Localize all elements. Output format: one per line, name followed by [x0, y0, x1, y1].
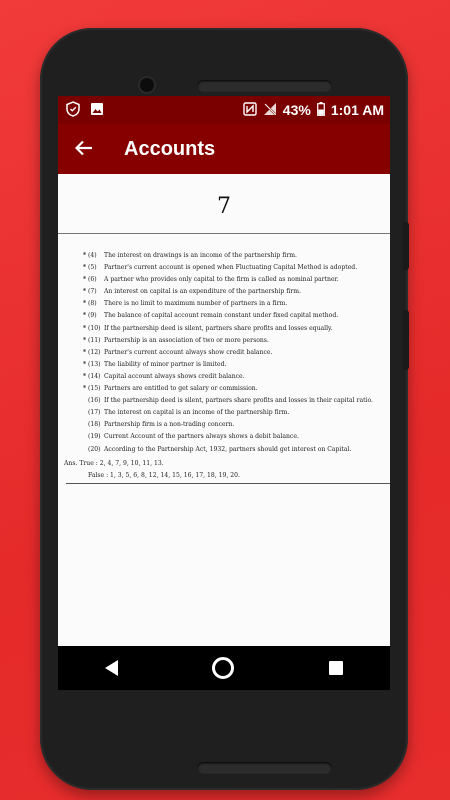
- bottom-rule: [66, 483, 390, 484]
- statement-text: The interest on drawings is an income of the partnership firm.: [104, 252, 297, 259]
- statement-line: [72, 323, 384, 335]
- statement-line: [72, 347, 384, 359]
- statement-line: [72, 431, 384, 443]
- image-icon: [90, 102, 104, 119]
- statement-number: (12): [88, 348, 101, 356]
- nav-back-icon: [105, 660, 118, 676]
- statement-mark: *: [82, 372, 86, 380]
- statement-number: (13): [88, 360, 101, 368]
- statement-text: According to the Partnership Act, 1932, partners should get interest on Capital.: [104, 445, 352, 453]
- navigation-bar: [58, 646, 390, 690]
- statement-line: [72, 274, 384, 286]
- statement-line: [72, 419, 384, 431]
- statement-line: [72, 371, 384, 383]
- nav-recents-button[interactable]: [321, 653, 351, 683]
- statement-line: [72, 395, 384, 407]
- statement-text: If the partnership deed is silent, partners share profits and losses in their capital ratio.: [104, 397, 373, 405]
- statement-number: (6): [88, 276, 97, 284]
- statement-mark: [72, 444, 88, 456]
- statement-text: Partnership is an association of two or more persons.: [104, 336, 269, 344]
- answer-false: False : 1, 3, 5, 6, 8, 12, 14, 15, 16, 17, 18, 19, 20.: [88, 472, 240, 479]
- shield-icon: [66, 101, 80, 120]
- nav-back-button[interactable]: [97, 652, 126, 684]
- statement-text: If the partnership deed is silent, partners share profits and losses equally.: [104, 324, 333, 332]
- statement-line: [72, 298, 384, 310]
- volume-button: [403, 222, 409, 270]
- nav-home-icon: [212, 657, 234, 679]
- nav-recents-icon: [329, 661, 343, 675]
- statement-number: (9): [88, 312, 97, 320]
- status-bar: [58, 96, 390, 124]
- statement-mark: *: [82, 385, 86, 393]
- statement-mark: *: [82, 336, 86, 344]
- bottom-speaker: [197, 762, 332, 774]
- statement-line: [72, 359, 384, 371]
- statement-number: (15): [88, 385, 101, 393]
- page-number: 7: [217, 194, 231, 219]
- statement-text: A partner who provides only capital to the firm is called as nominal partner.: [104, 276, 339, 284]
- statement-text: Partner's current account always show credit balance.: [104, 348, 273, 356]
- statement-mark: *: [82, 288, 86, 296]
- statement-mark: *: [82, 324, 86, 332]
- statement-mark: [72, 419, 88, 431]
- statement-number: (19): [88, 433, 101, 441]
- front-camera: [140, 78, 154, 92]
- clock: 1:01 AM: [330, 102, 384, 118]
- statement-number: (17): [88, 409, 101, 417]
- statement-number: (20): [88, 445, 101, 453]
- statement-text: The balance of capital account remain constant under fixed capital method.: [104, 312, 339, 320]
- top-rule: [58, 233, 390, 234]
- statement-mark: *: [82, 264, 86, 272]
- statement-number: (18): [88, 421, 101, 429]
- statement-number: (5): [88, 264, 97, 272]
- statement-mark: [72, 431, 88, 443]
- top-speaker: [197, 80, 332, 92]
- statement-line: [72, 250, 384, 262]
- statement-line: [72, 407, 384, 419]
- statement-list: [72, 250, 384, 456]
- statement-line: [72, 286, 384, 298]
- statement-mark: *: [82, 252, 86, 259]
- nfc-icon: [243, 102, 257, 119]
- statement-mark: *: [82, 348, 86, 356]
- statement-mark: *: [82, 312, 86, 320]
- statement-number: (11): [88, 336, 101, 344]
- statement-text: The liability of minor partner is limited.: [104, 360, 227, 368]
- document-page[interactable]: [58, 174, 390, 646]
- battery-percent: 43%: [282, 102, 311, 118]
- statement-number: (10): [88, 324, 101, 332]
- statement-mark: *: [82, 360, 86, 368]
- arrow-back-icon: [75, 136, 93, 162]
- statement-number: (4): [88, 252, 97, 259]
- nav-home-button[interactable]: [204, 649, 242, 687]
- statement-line: [72, 262, 384, 274]
- page-title: Accounts: [124, 137, 216, 160]
- back-button[interactable]: [58, 136, 110, 162]
- statement-line: [72, 335, 384, 347]
- statement-text: Current Account of the partners always shows a debit balance.: [104, 433, 299, 441]
- statement-text: The interest on capital is an income of the partnership firm.: [104, 409, 290, 417]
- answer-true: Ans. True : 2, 4, 7, 9, 10, 11, 13.: [64, 460, 164, 467]
- power-button: [403, 310, 409, 370]
- statement-text: An interest on capital is an expenditure of the partnership firm.: [104, 288, 301, 296]
- statement-mark: *: [82, 300, 86, 308]
- statement-mark: [72, 395, 88, 407]
- statement-number: (16): [88, 397, 101, 405]
- statement-number: (8): [88, 300, 97, 308]
- statement-line: [72, 310, 384, 322]
- battery-icon: [317, 102, 325, 119]
- statement-mark: [72, 407, 88, 419]
- app-bar: [58, 124, 390, 174]
- statement-text: Capital account always shows credit balance.: [104, 372, 245, 380]
- statement-text: Partnership firm is a non-trading concern.: [104, 421, 235, 429]
- statement-line: [72, 383, 384, 395]
- statement-text: Partner's current account is opened when Fluctuating Capital Method is adopted.: [104, 264, 358, 272]
- statement-number: (14): [88, 372, 101, 380]
- statement-mark: *: [82, 276, 86, 284]
- statement-line: [72, 444, 384, 456]
- statement-number: (7): [88, 288, 97, 296]
- screen: [58, 96, 390, 690]
- no-signal-icon: [263, 102, 277, 119]
- statement-text: There is no limit to maximum number of partners in a firm.: [104, 300, 288, 308]
- statement-text: Partners are entitled to get salary or commission.: [104, 385, 258, 393]
